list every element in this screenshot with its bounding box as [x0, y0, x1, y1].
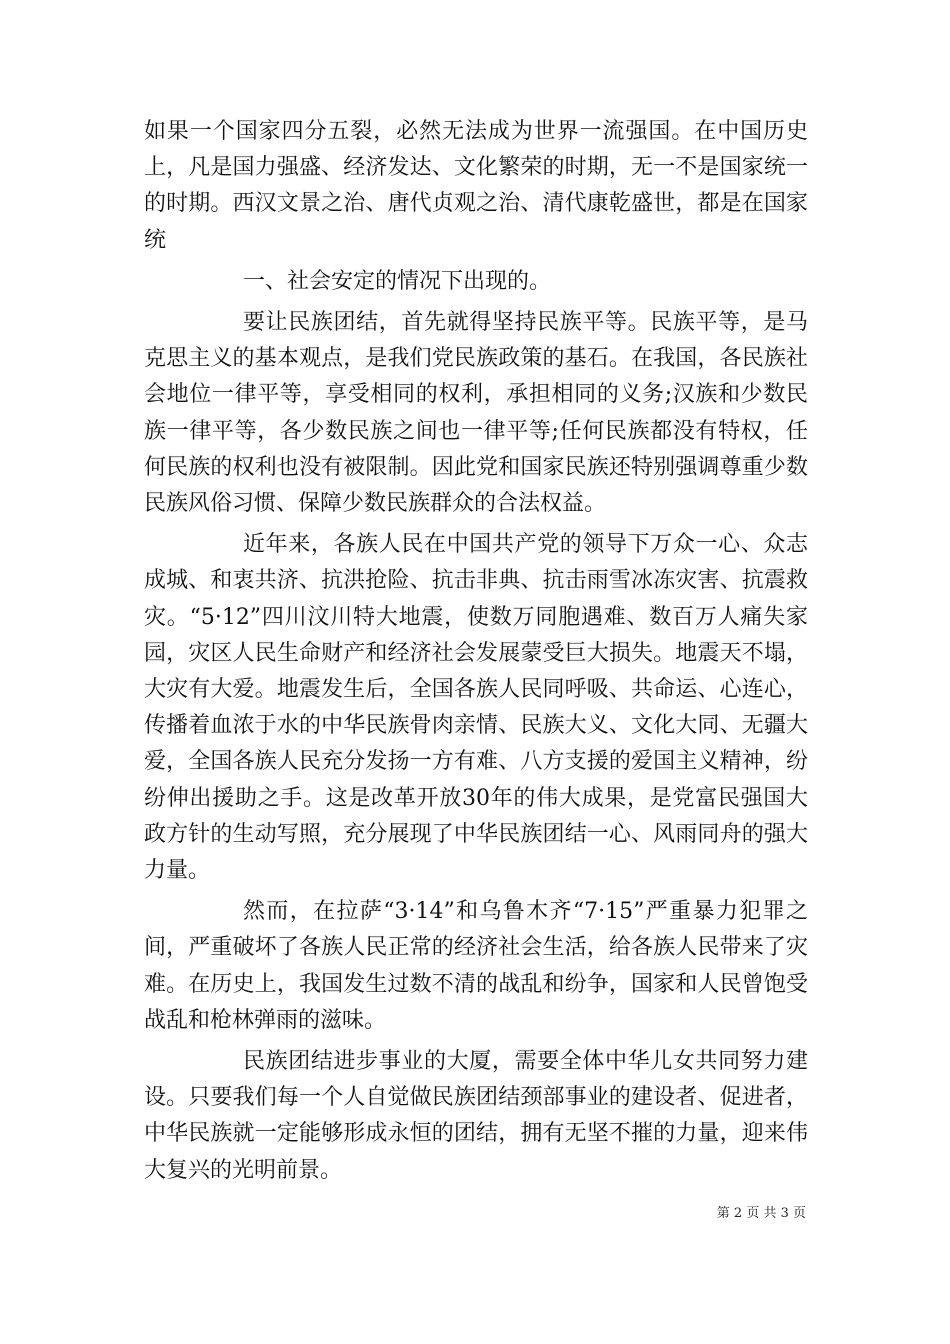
paragraph-1: 如果一个国家四分五裂，必然无法成为世界一流强国。在中国历史上，凡是国力强盛、经济发达、文化繁荣的时期，无一不是国家统一的时期。西汉文景之治、唐代贞观之治、清代康乾盛世，都是在国家统 [144, 119, 808, 253]
paragraph-2: 一、社会安定的情况下出现的。 [243, 268, 552, 294]
paragraph-6: 民族团结进步事业的大厦，需要全体中华儿女共同努力建设。只要我们每一个人自觉做民族团结颈部事业的建设者、促进者，中华民族就一定能够形成永恒的团结，拥有无坚不摧的力量，迎来伟大复兴的光明前景。 [144, 1049, 808, 1183]
paragraph-5: 然而，在拉萨“3·14”和乌鲁木齐“7·15”严重暴力犯罪之间，严重破坏了各族人民正常的经济社会生活，给各族人民带来了灾难。在历史上，我国发生过数不清的战乱和纷争，国家和人民曾饱受战乱和枪林弹雨的滋味。 [144, 899, 808, 1033]
page-number-footer: 第 2 页 共 3 页 [716, 1206, 806, 1221]
document-body [144, 114, 808, 1189]
paragraph-3: 要让民族团结，首先就得坚持民族平等。民族平等，是马克思主义的基本观点，是我们党民族政策的基石。在我国，各民族社会地位一律平等，享受相同的权利，承担相同的义务;汉族和少数民族一律平等，各少数民族之间也一律平等;任何民族都没有特权，任何民族的权利也没有被限制。因此党和国家民族还特别强调尊重少数民族风俗习惯、保障少数民族群众的合法权益。 [144, 310, 808, 517]
paragraph-4: 近年来，各族人民在中国共产党的领导下万众一心、众志成城、和衷共济、抗洪抢险、抗击非典、抗击雨雪冰冻灾害、抗震救灾。“5·12”四川汶川特大地震，使数万同胞遇难、数百万人痛失家园，灾区人民生命财产和经济社会发展蒙受巨大损失。地震天不塌，大灾有大爱。地震发生后，全国各族人民同呼吸、共命运、心连心，传播着血浓于水的中华民族骨肉亲情、民族大义、文化大同、无疆大爱，全国各族人民充分发扬一方有难、八方支援的爱国主义精神，纷纷伸出援助之手。这是改革开放30年的伟大成果，是党富民强国大政方针的生动写照，充分展现了中华民族团结一心、风雨同舟的强大力量。 [144, 532, 808, 884]
